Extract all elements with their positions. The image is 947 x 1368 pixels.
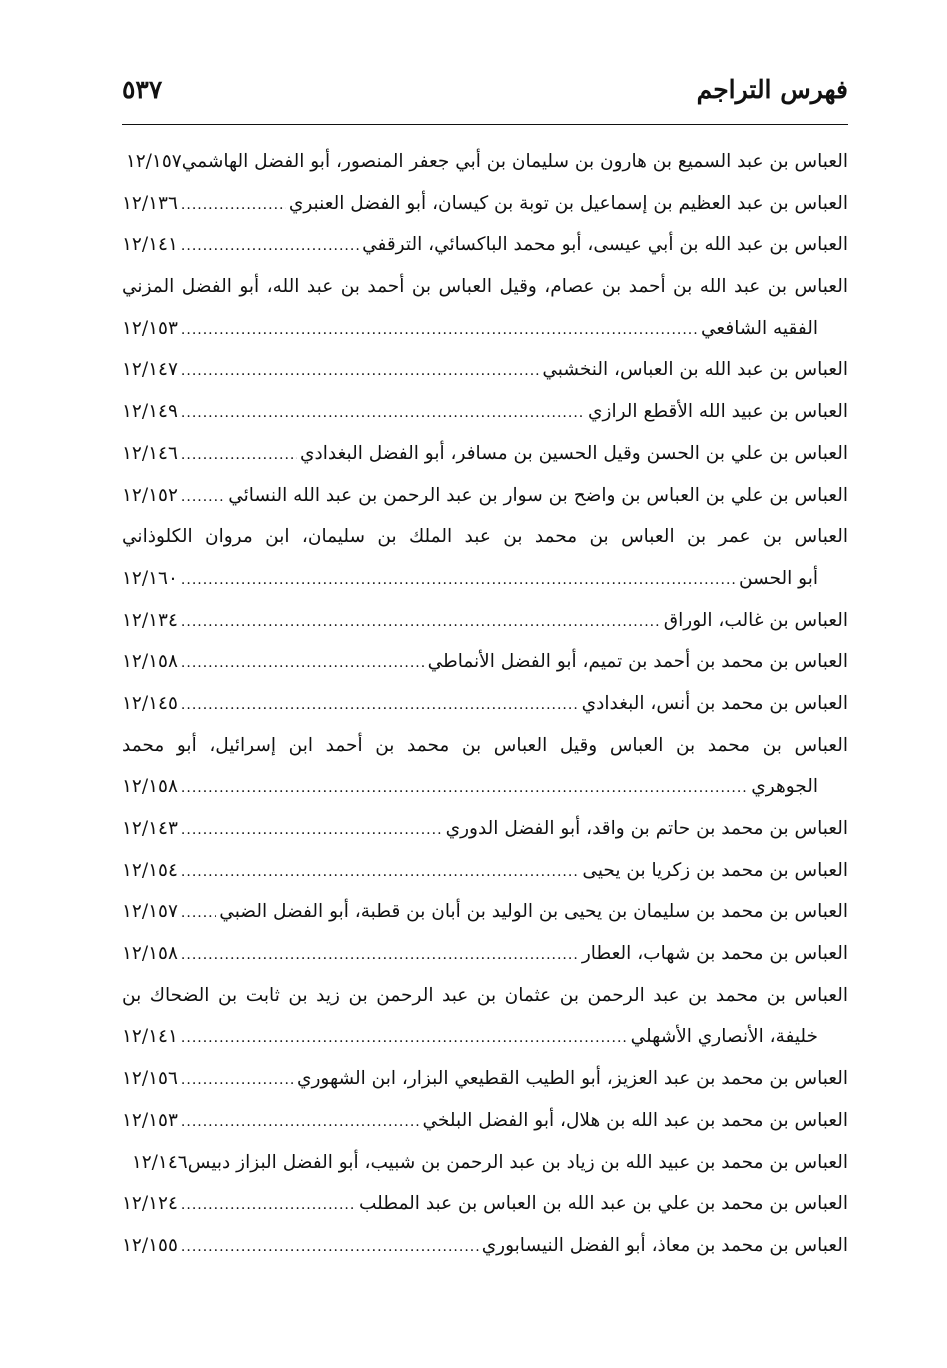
entry-name: العباس بن علي بن الحسن وقيل الحسين بن مسافر، أبو الفضل البغدادي [300, 442, 848, 464]
entry-reference: ١٢/١٥٧ [125, 151, 182, 172]
entry-reference: ١٢/١٤٦ [131, 1151, 188, 1173]
entry-reference: ١٢/١٦٠ [122, 567, 178, 589]
dot-leader [181, 310, 698, 352]
entry-reference: ١٢/١٥٨ [122, 651, 178, 673]
entry-reference: ١٢/١٢٤ [122, 1193, 178, 1215]
index-entry [122, 850, 848, 892]
entry-reference: ١٢/١٥٢ [122, 484, 178, 506]
dot-leader [181, 185, 286, 227]
entry-reference: ١٢/١٥٨ [122, 943, 178, 965]
biography-index-list [122, 141, 848, 1267]
entry-name: العباس بن محمد بن معاذ، أبو الفضل النيسابوري [481, 1234, 848, 1256]
entry-reference: ١٢/١٥٣ [122, 1109, 178, 1131]
entry-name: العباس بن عبد الله بن أحمد بن عصام، وقيل العباس بن أحمد بن عبد الله، أبو الفضل المزني [122, 276, 848, 298]
entry-name: العباس بن محمد بن سليمان بن يحيى بن الوليد بن أبان بن قطبة، أبو الفضل الضبي [219, 901, 848, 923]
index-entry [122, 975, 848, 1017]
index-entry [122, 391, 848, 433]
entry-name: العباس بن محمد بن شهاب، العطار [581, 943, 848, 965]
index-entry [122, 1058, 848, 1100]
entry-reference: ١٢/١٣٤ [122, 609, 178, 631]
entry-name: العباس بن محمد بن عبد العزيز، أبو الطيب القطيعي البزار، ابن الشهوري [296, 1068, 848, 1090]
entry-name: العباس بن عبد العظيم بن إسماعيل بن توبة بن كيسان، أبو الفضل العنبري [288, 192, 848, 214]
dot-leader [181, 1102, 420, 1144]
index-entry-continuation [122, 308, 848, 350]
entry-name: العباس بن عمر بن العباس بن محمد بن عبد الملك بن سليمان، ابن مروان الكلوذاني [122, 526, 848, 548]
dot-leader [181, 643, 425, 685]
dot-leader [181, 477, 225, 519]
index-entry [122, 433, 848, 475]
entry-name: أبو الحسن [738, 567, 818, 589]
dot-leader [181, 852, 580, 894]
entry-name: العباس بن محمد بن عبد الله بن هلال، أبو الفضل البلخي [422, 1109, 848, 1131]
index-entry [122, 641, 848, 683]
entry-name: العباس بن محمد بن العباس وقيل العباس بن محمد بن أحمد ابن إسرائيل، أبو محمد [122, 734, 848, 756]
index-entry-continuation [122, 766, 848, 808]
index-entry [122, 933, 848, 975]
entry-reference: ١٢/١٣٦ [122, 192, 178, 214]
entry-name: العباس بن محمد بن حاتم بن واقد، أبو الفضل الدوري [445, 818, 848, 839]
entry-name: العباس بن محمد بن أحمد بن تميم، أبو الفضل الأنماطي [427, 651, 848, 673]
index-entry [122, 183, 848, 225]
entry-reference: ١٢/١٤٦ [122, 442, 178, 464]
dot-leader [181, 393, 585, 435]
dot-leader [181, 935, 579, 977]
dot-leader [181, 1227, 479, 1269]
entry-name: العباس بن محمد بن أنس، البغدادي [581, 692, 848, 714]
index-entry [122, 808, 848, 850]
dot-leader [181, 602, 661, 644]
entry-reference: ١٢/١٥٣ [122, 317, 178, 339]
index-entry-continuation [122, 558, 848, 600]
index-entry [122, 1142, 848, 1184]
index-entry [122, 891, 848, 933]
index-entry [122, 1225, 848, 1267]
index-entry [122, 141, 848, 183]
index-entry [122, 725, 848, 767]
index-entry [122, 266, 848, 308]
entry-reference: ١٢/١٥٧ [122, 901, 178, 923]
entry-reference: ١٢/١٤٧ [122, 359, 178, 381]
page-number: ٥٣٧ [122, 75, 163, 104]
dot-leader [181, 1185, 356, 1227]
entry-reference: ١٢/١٥٨ [122, 776, 178, 798]
entry-name: العباس بن علي بن العباس بن واضح بن سوار بن عبد الرحمن بن عبد الله النسائي [228, 484, 848, 506]
entry-name: العباس بن عبيد الله الأقطع الرازي [588, 401, 848, 423]
dot-leader [181, 226, 359, 268]
dot-leader [181, 893, 216, 935]
entry-reference: ١٢/١٥٤ [122, 859, 178, 881]
dot-leader [181, 560, 736, 602]
entry-name: العباس بن محمد بن زكريا بن يحيى [582, 859, 848, 881]
entry-reference: ١٢/١٤١ [122, 1026, 178, 1048]
index-entry [122, 1100, 848, 1142]
entry-reference: ١٢/١٥٥ [122, 1234, 178, 1256]
index-entry [122, 475, 848, 517]
entry-name: الفقيه الشافعي [701, 317, 818, 339]
header-divider [122, 124, 848, 125]
index-entry [122, 516, 848, 558]
index-entry [122, 600, 848, 642]
page-title: فهرس التراجم [696, 75, 848, 104]
entry-name: العباس بن عبد الله بن العباس، النخشبي [542, 359, 848, 381]
entry-name: خليفة، الأنصاري الأشهلي [630, 1026, 818, 1048]
dot-leader [181, 351, 539, 393]
entry-name: العباس بن غالب، الوراق [663, 609, 848, 631]
index-entry [122, 683, 848, 725]
index-entry [122, 1183, 848, 1225]
entry-reference: ١٢/١٥٦ [122, 1068, 178, 1090]
index-entry [122, 349, 848, 391]
page-header [122, 70, 848, 114]
dot-leader [181, 435, 297, 477]
index-entry-continuation [122, 1016, 848, 1058]
dot-leader [181, 768, 748, 810]
entry-reference: ١٢/١٤١ [122, 234, 178, 256]
dot-leader [181, 1060, 294, 1102]
entry-name: العباس بن محمد بن علي بن عبد الله بن العباس بن عبد المطلب [359, 1193, 848, 1215]
entry-name: الجوهري [751, 776, 818, 798]
entry-reference: ١٢/١٤٩ [122, 401, 178, 423]
entry-reference: ١٢/١٤٥ [122, 692, 178, 714]
index-entry [122, 224, 848, 266]
entry-name: العباس بن عبد الله بن أبي عيسى، أبو محمد الباكسائي، الترقفي [362, 234, 848, 256]
dot-leader [181, 685, 579, 727]
entry-name: العباس بن محمد بن عبد الرحمن بن عثمان بن عبد الرحمن بن زيد بن ثابت بن الضحاك بن [122, 984, 848, 1006]
entry-name: العباس بن عبد السميع بن هارون بن سليمان بن أبي جعفر المنصور، أبو الفضل الهاشمي [181, 151, 848, 172]
entry-name: العباس بن محمد بن عبيد الله بن زياد بن عبد الرحمن بن شبيب، أبو الفضل البزاز دبيس [187, 1151, 848, 1173]
entry-reference: ١٢/١٤٣ [122, 818, 178, 839]
dot-leader [181, 1018, 628, 1060]
dot-leader [181, 810, 443, 852]
